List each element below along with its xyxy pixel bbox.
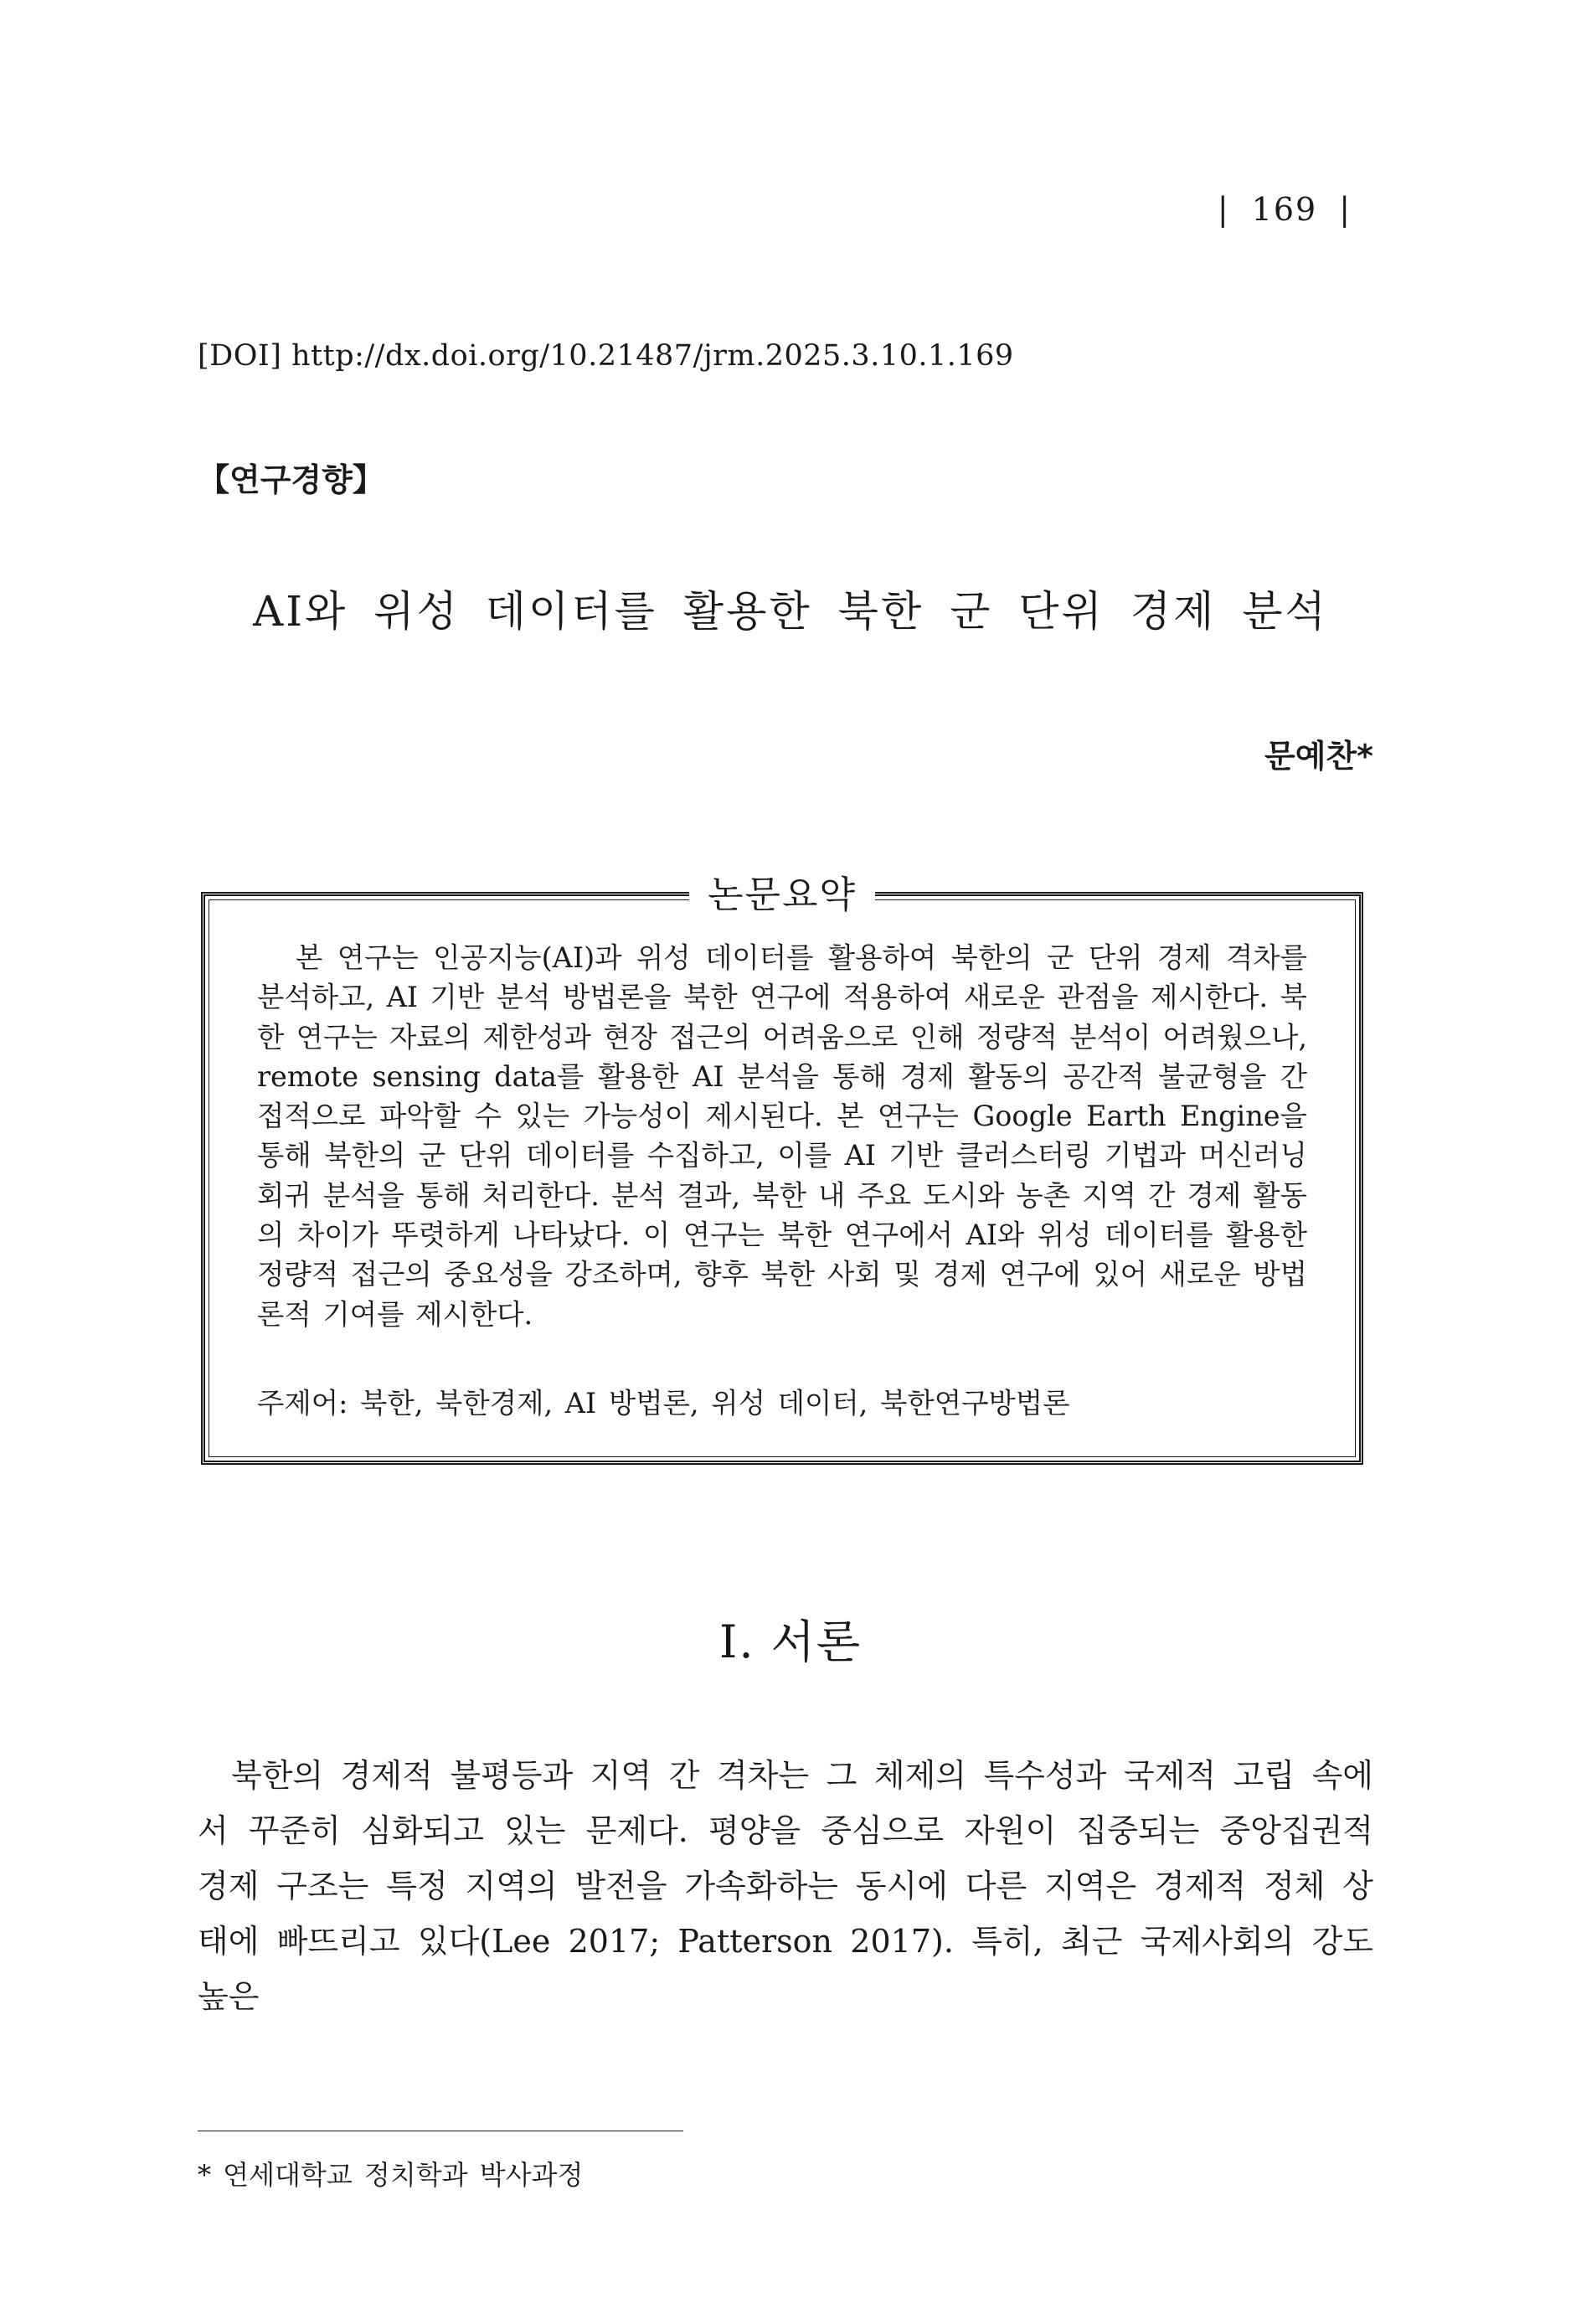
author-name: 문예찬*	[1264, 738, 1373, 775]
abstract-body: 본 연구는 인공지능(AI)과 위성 데이터를 활용하여 북한의 군 단위 경제 격차를 분석하고, AI 기반 분석 방법론을 북한 연구에 적용하여 새로운 관점을 제시한다. 북한 연구는 자료의 제한성과 현장 접근의 어려움으로 인해 정량적 분석이 어려웠으나, remote sensing data를 활용한 AI 분석을 통해 경제 활동의 공간적 불균형을 간접적으로 파악할 수 있는 가능성이 제시된다. 본 연구는 Google Earth Engine을 통해 북한의 군 단위 데이터를 수집하고, 이를 AI 기반 클러스터링 기법과 머신러닝 회귀 분석을 통해 처리한다. 분석 결과, 북한 내 주요 도시와 농촌 지역 간 경제 활동의 차이가 뚜렷하게 나타났다. 이 연구는 북한 연구에서 AI와 위성 데이터를 활용한 정량적 접근의 중요성을 강조하며, 향후 북한 사회 및 경제 연구에 있어 새로운 방법론적 기여를 제시한다.	[257, 941, 1307, 1331]
abstract-box	[201, 873, 1363, 1465]
paper-title: AI와 위성 데이터를 활용한 북한 군 단위 경제 분석	[253, 587, 1328, 636]
abstract-keywords: 주제어: 북한, 북한경제, AI 방법론, 위성 데이터, 북한연구방법론	[257, 1387, 1070, 1420]
page-number	[1196, 191, 1373, 228]
page-number-right-bar: |	[1339, 191, 1352, 228]
section-heading: Ⅰ. 서론	[719, 1615, 862, 1668]
body-paragraph: 북한의 경제적 불평등과 지역 간 격차는 그 체제의 특수성과 국제적 고립 속에서 꾸준히 심화되고 있는 문제다. 평양을 중심으로 자원이 집중되는 중앙집권적 경제 구조는 특정 지역의 발전을 가속화하는 동시에 다른 지역은 경제적 정체 상태에 빠뜨리고 있다(Lee 2017; Patterson 2017). 특히, 최근 국제사회의 강도 높은	[198, 1757, 1373, 2015]
section-tag: 【연구경향】	[198, 461, 384, 498]
footnote: * 연세대학교 정치학과 박사과정	[198, 2159, 584, 2191]
page-number-value: 169	[1251, 191, 1318, 228]
doi-line: [DOI] http://dx.doi.org/10.21487/jrm.2025.3.10.1.169	[198, 339, 1014, 373]
page-number-left-bar: |	[1217, 191, 1230, 228]
abstract-heading: 논문요약	[689, 864, 875, 918]
